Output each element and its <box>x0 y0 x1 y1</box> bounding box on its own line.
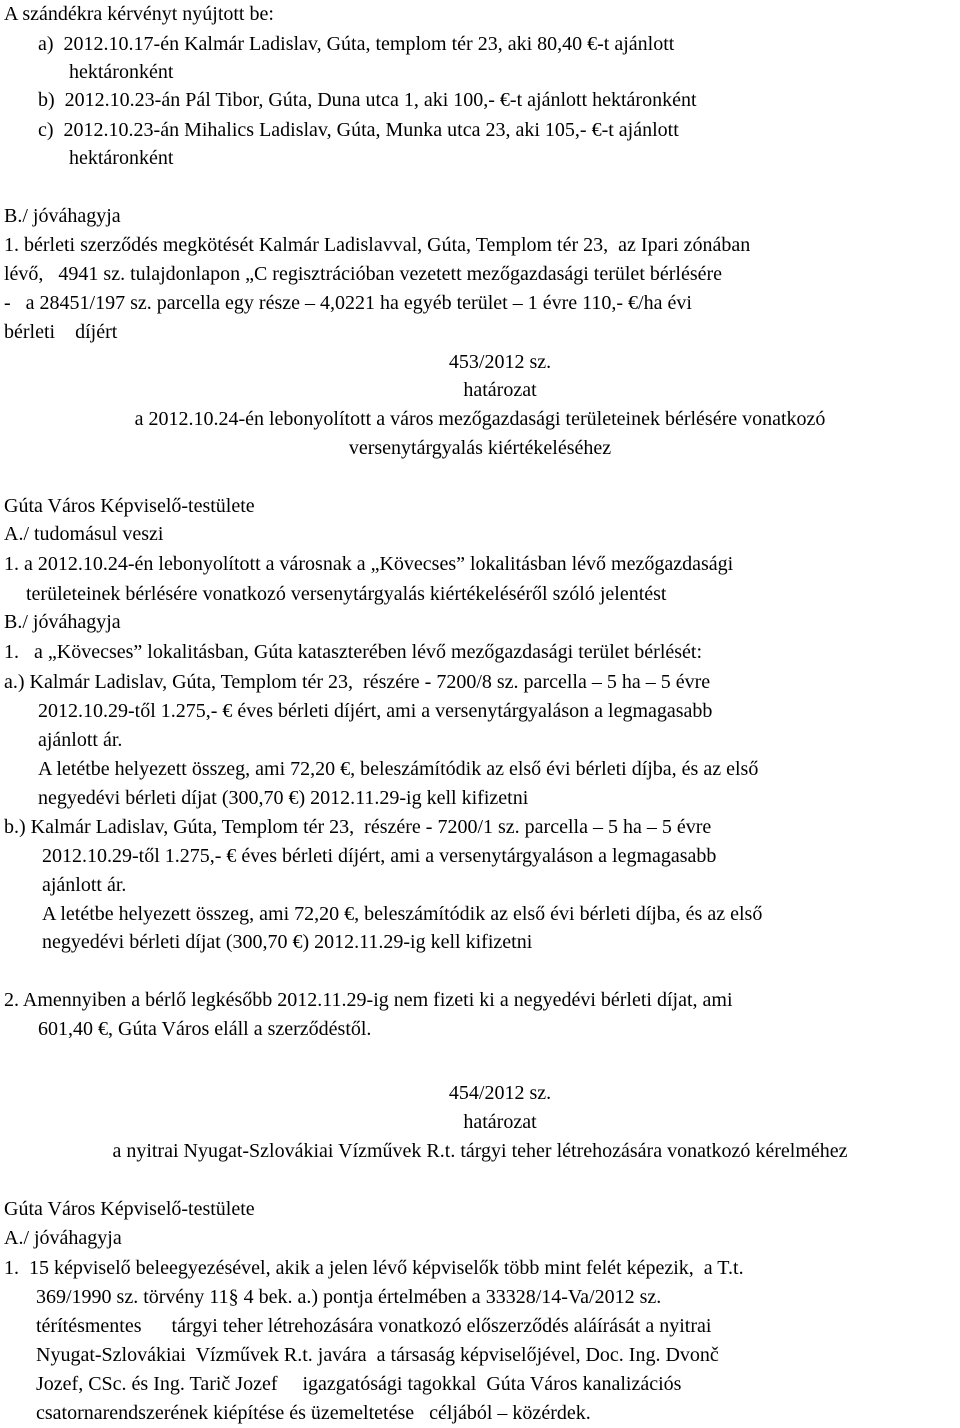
approval-heading: A./ jóváhagyja <box>4 1227 122 1249</box>
paragraph-line: - a 28451/197 sz. parcella egy része – 4,0221 ha egyéb terület – 1 évre 110,- €/ha évi <box>4 292 692 314</box>
issuing-body: Gúta Város Képviselő-testülete <box>4 495 255 517</box>
issuing-body: Gúta Város Képviselő-testülete <box>4 1198 255 1220</box>
sub-item-a-cont: A letétbe helyezett összeg, ami 72,20 €, beleszámítódik az első évi bérleti díjba, és az első <box>38 758 759 780</box>
resolution-subject-cont: versenytárgyalás kiértékeléséhez <box>348 437 612 459</box>
paragraph-line: csatornarendszerének kiépítése és üzemeltetése céljából – közérdek. <box>36 1402 591 1424</box>
resolution-subject: a nyitrai Nyugat-Szlovákiai Vízművek R.t. tárgyi teher létrehozására vonatkozó kérelméhez <box>112 1140 848 1162</box>
paragraph-line: bérleti díjért <box>4 321 118 343</box>
list-item-c-cont: hektáronként <box>69 147 174 169</box>
paragraph-line: 601,40 €, Gúta Város eláll a szerződéstől. <box>38 1018 372 1040</box>
paragraph-line: területeinek bérlésére vonatkozó versenytárgyalás kiértékeléséről szóló jelentést <box>26 583 667 605</box>
paragraph-line: térítésmentes tárgyi teher létrehozására vonatkozó előszerződés aláírását a nyitrai <box>36 1315 712 1337</box>
sub-item-a-cont: negyedévi bérleti díjat (300,70 €) 2012.11.29-ig kell kifizetni <box>38 787 529 809</box>
intro-text: A szándékra kérvényt nyújtott be: <box>4 3 274 25</box>
resolution-subject: a 2012.10.24-én lebonyolított a város mezőgazdasági területeinek bérlésére vonatkozó <box>134 408 826 430</box>
resolution-label: határozat <box>463 1111 537 1133</box>
sub-item-a-cont: 2012.10.29-től 1.275,- € éves bérleti díjért, ami a versenytárgyaláson a legmagasabb <box>38 700 713 722</box>
paragraph-line: 369/1990 sz. törvény 11§ 4 bek. a.) pontja értelmében a 33328/14-Va/2012 sz. <box>36 1286 662 1308</box>
resolution-number: 453/2012 sz. <box>448 351 552 373</box>
paragraph-line: 2. Amennyiben a bérlő legkésőbb 2012.11.29-ig nem fizeti ki a negyedévi bérleti díjat, ami <box>4 989 733 1011</box>
paragraph-line: 1. a „Kövecses” lokalitásban, Gúta kataszterében lévő mezőgazdasági terület bérlését: <box>4 641 703 663</box>
sub-item-a: a.) Kalmár Ladislav, Gúta, Templom tér 23, részére - 7200/8 sz. parcella – 5 ha – 5 évre <box>4 671 711 693</box>
list-item-b: b) 2012.10.23-án Pál Tibor, Gúta, Duna utca 1, aki 100,- €-t ajánlott hektáronként <box>38 89 697 111</box>
sub-item-b-cont: ajánlott ár. <box>42 874 127 896</box>
paragraph-line: 1. 15 képviselő beleegyezésével, akik a jelen lévő képviselők több mint felét képezik, a T.t. <box>4 1257 744 1279</box>
resolution-number: 454/2012 sz. <box>448 1082 552 1104</box>
acknowledge-heading: A./ tudomásul veszi <box>4 523 164 545</box>
paragraph-line: 1. a 2012.10.24-én lebonyolított a városnak a „Kövecses” lokalitásban lévő mezőgazdasági <box>4 553 734 575</box>
sub-item-b-cont: A letétbe helyezett összeg, ami 72,20 €, beleszámítódik az első évi bérleti díjba, és az első <box>42 903 763 925</box>
sub-item-a-cont: ajánlott ár. <box>38 729 123 751</box>
paragraph-line: Nyugat-Szlovákiai Vízművek R.t. javára a társaság képviselőjével, Doc. Ing. Dvonč <box>36 1344 719 1366</box>
list-item-c: c) 2012.10.23-án Mihalics Ladislav, Gúta, Munka utca 23, aki 105,- €-t ajánlott <box>38 119 679 141</box>
list-item-a-cont: hektáronként <box>69 61 174 83</box>
list-item-a: a) 2012.10.17-én Kalmár Ladislav, Gúta, templom tér 23, aki 80,40 €-t ajánlott <box>38 33 675 55</box>
paragraph-line: Jozef, CSc. és Ing. Tarič Jozef igazgatósági tagokkal Gúta Város kanalizációs <box>36 1373 682 1395</box>
sub-item-b: b.) Kalmár Ladislav, Gúta, Templom tér 23, részére - 7200/1 sz. parcella – 5 ha – 5 évre <box>4 816 712 838</box>
resolution-label: határozat <box>463 379 537 401</box>
paragraph-line: lévő, 4941 sz. tulajdonlapon „C regisztrációban vezetett mezőgazdasági terület bérlésére <box>4 263 723 285</box>
paragraph-line: 1. bérleti szerződés megkötését Kalmár Ladislavval, Gúta, Templom tér 23, az Ipari zónában <box>4 234 751 256</box>
approval-heading: B./ jóváhagyja <box>4 611 121 633</box>
approval-heading: B./ jóváhagyja <box>4 205 121 227</box>
sub-item-b-cont: 2012.10.29-től 1.275,- € éves bérleti díjért, ami a versenytárgyaláson a legmagasabb <box>42 845 717 867</box>
sub-item-b-cont: negyedévi bérleti díjat (300,70 €) 2012.11.29-ig kell kifizetni <box>42 931 533 953</box>
